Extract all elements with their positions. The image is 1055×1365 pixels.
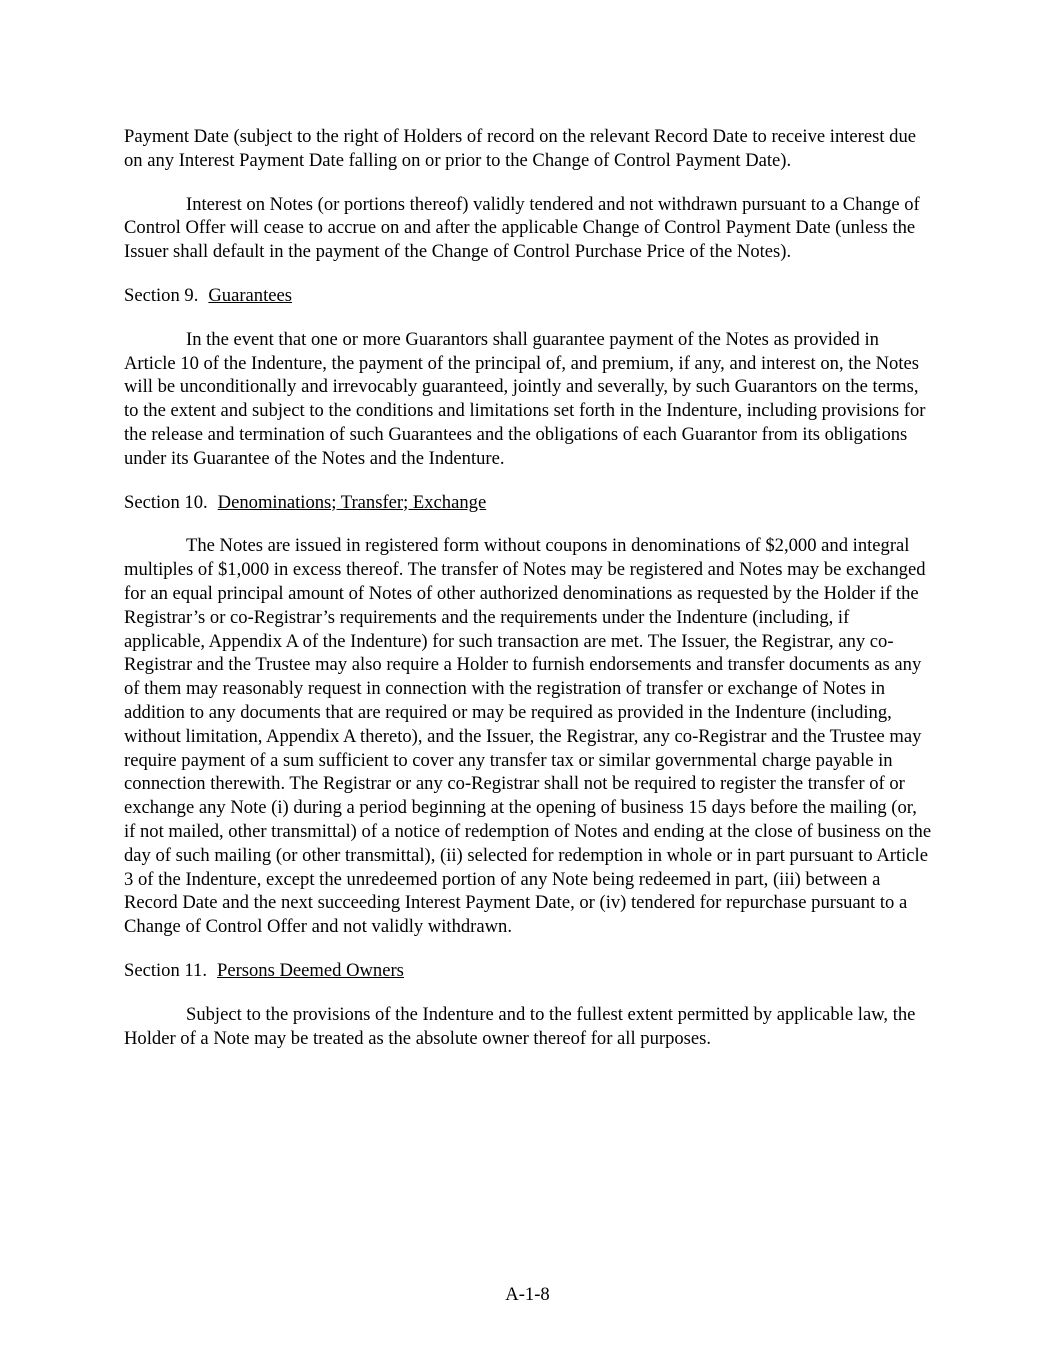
paragraph-interest-cease-accrue: Interest on Notes (or portions thereof) validly tendered and not withdrawn pursuant to a Change of Control Offer will cease to accrue on and after the applicable Change of Control Payment Date (unless the Issuer shall default in the payment of the Change of Control Purchase Price of the Notes). <box>124 193 920 263</box>
paragraph-payment-date-continuation: Payment Date (subject to the right of Holders of record on the relevant Record Date to receive interest due on any Interest Payment Date falling on or prior to the Change of Control Payment Date). <box>124 126 917 171</box>
section-11-body: Subject to the provisions of the Indenture and to the fullest extent permitted by applicable law, the Holder of a Note may be treated as the absolute owner thereof for all purposes. <box>124 1003 916 1049</box>
page-number: A-1-8 <box>505 1284 550 1305</box>
section-11-heading <box>124 959 932 983</box>
section-9-title: Guarantees <box>208 284 293 306</box>
section-10-body: The Notes are issued in registered form without coupons in denominations of $2,000 and integral multiples of $1,000 in excess thereof. The transfer of Notes may be registered and Notes may be exchanged for an equal principal amount of Notes of other authorized denominations as requested by the Holder if the Registrar’s or co-Registrar’s requirements and the requirements under the Indenture (including, if applicable, Appendix A of the Indenture) for such transaction are met. The Issuer, the Registrar, any co-Registrar and the Trustee may also require a Holder to furnish endorsements and transfer documents as any of them may reasonably request in connection with the registration of transfer or exchange of Notes in addition to any documents that are required or may be required as provided in the Indenture (including, without limitation, Appendix A thereto), and the Issuer, the Registrar, any co-Registrar and the Trustee may require payment of a sum sufficient to cover any transfer tax or similar governmental charge payable in connection therewith. The Registrar or any co-Registrar shall not be required to register the transfer of or exchange any Note (i) during a period beginning at the opening of business 15 days before the mailing (or, if not mailed, other transmittal) of a notice of redemption of Notes and ending at the close of business on the day of such mailing (or other transmittal), (ii) selected for redemption in whole or in part pursuant to Article 3 of the Indenture, except the unredeemed portion of any Note being redeemed in part, (iii) between a Record Date and the next succeeding Interest Payment Date, or (iv) tendered for repurchase pursuant to a Change of Control Offer and not validly withdrawn. <box>124 535 932 938</box>
section-10-title: Denominations; Transfer; Exchange <box>217 491 487 513</box>
section-11-title: Persons Deemed Owners <box>216 959 404 981</box>
section-11-number: Section 11. <box>124 959 207 981</box>
section-9-heading <box>124 284 932 308</box>
section-10-number: Section 10. <box>124 491 208 513</box>
section-9-body: In the event that one or more Guarantors shall guarantee payment of the Notes as provided in Article 10 of the Indenture, the payment of the principal of, and premium, if any, and interest on, the Notes will be unconditionally and irrevocably guaranteed, jointly and severally, by such Guarantors on the terms, to the extent and subject to the conditions and limitations set forth in the Indenture, including provisions for the release and termination of such Guarantees and the obligations of each Guarantor from its obligations under its Guarantee of the Notes and the Indenture. <box>124 328 926 469</box>
document-body <box>124 125 932 1070</box>
section-9-number: Section 9. <box>124 284 199 306</box>
section-10-heading <box>124 491 932 515</box>
